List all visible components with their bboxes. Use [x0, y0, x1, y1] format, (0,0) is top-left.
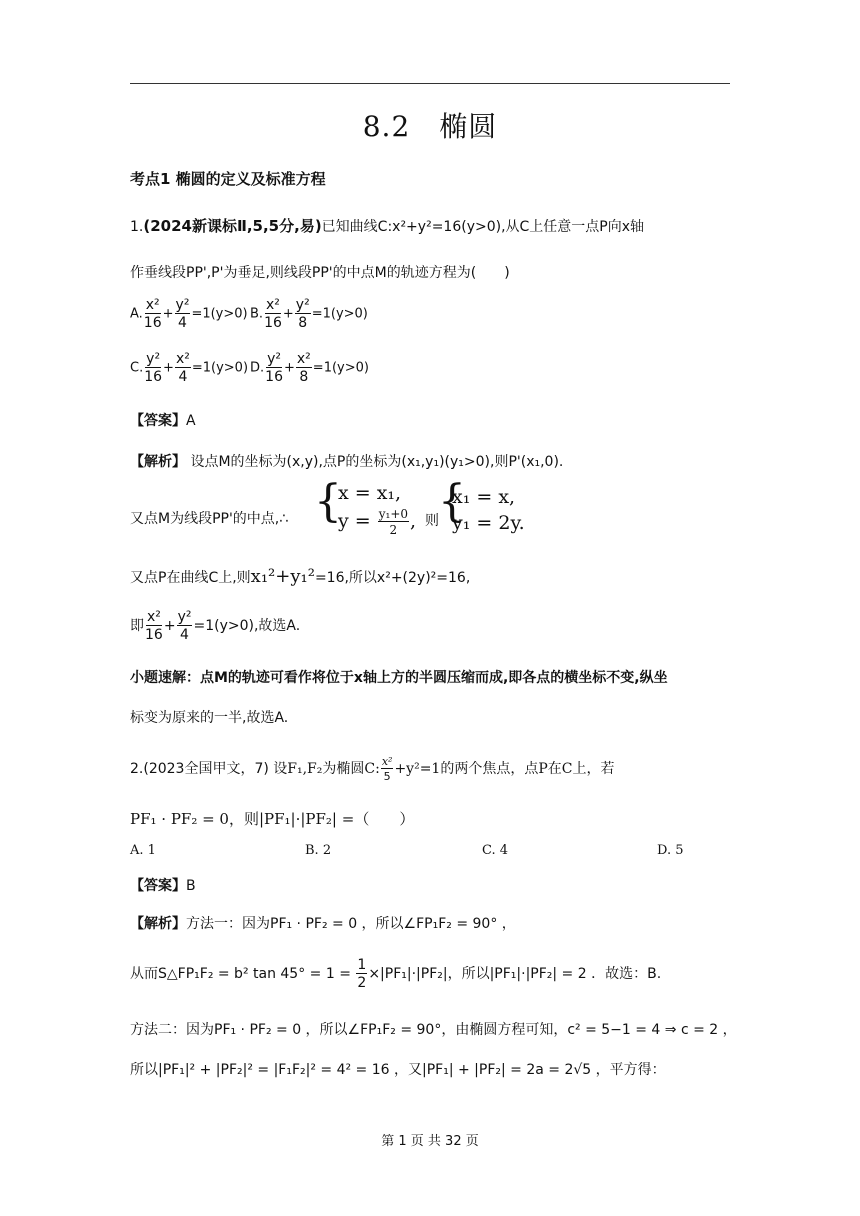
frac-den: 2: [357, 975, 367, 991]
analysis-text: 从而S△FP₁F₂ = b² tan 45° = 1 =: [130, 966, 356, 982]
frac-den: 8: [298, 315, 308, 331]
frac-den: 4: [178, 369, 188, 385]
fraction: [145, 610, 163, 642]
frac-num: x²: [266, 297, 280, 313]
sys2-eq2: y₁ = 2y.: [452, 512, 525, 534]
q2-source: (2023全国甲文，7): [143, 761, 269, 777]
option-tail: =1(y>0): [191, 360, 249, 376]
frac-num: y²: [295, 297, 310, 313]
analysis-text: =16,所以x²+(2y)²=16,: [314, 570, 471, 586]
fraction: [177, 610, 193, 642]
then-word: 则: [425, 513, 439, 529]
fraction: [144, 352, 162, 384]
q1-source: (2024新课标Ⅱ,5,5分,易): [143, 217, 322, 235]
math-expression: x₁²+y₁²: [250, 566, 315, 587]
fraction: [295, 298, 311, 330]
q1-analysis-prefix: 又点M为线段PP'的中点,∴: [130, 511, 289, 527]
q1-quick-line1: 小题速解：点M的轨迹可看作将位于x轴上方的半圆压缩而成,即各点的横坐标不变,纵坐: [130, 670, 668, 686]
page-title: 8.2 椭圆: [362, 110, 498, 143]
analysis-text: 即: [130, 618, 144, 634]
frac-den: 16: [265, 369, 283, 385]
option-label: C.: [130, 360, 144, 376]
frac-num: y²: [267, 351, 282, 367]
q2-analysis-line1: [130, 913, 516, 933]
q2-analysis-line4: 所以|PF₁|² + |PF₂|² = |F₁F₂|² = 4² = 16 ，又|PF₁| + |PF₂| = 2a = 2√5 ，平方得：: [130, 1062, 666, 1078]
frac-num: 1: [357, 957, 367, 973]
frac-den: 4: [178, 315, 187, 331]
frac-num: y²: [177, 609, 192, 625]
fraction: [265, 352, 283, 384]
q2-analysis-line3: 方法二：因为PF₁ · PF₂ = 0 ，所以∠FP₁F₂ = 90°，由椭圆方程可知，c² = 5−1 = 4 ⇒ c = 2 ，: [130, 1022, 737, 1038]
fraction: [264, 298, 282, 330]
q2-option-c[interactable]: C. 4: [482, 843, 509, 858]
fraction: [378, 508, 409, 536]
page-footer: 第 1 页 共 32 页: [381, 1134, 479, 1149]
sys1-eq2-pre: y =: [338, 510, 377, 532]
fraction: [356, 958, 367, 990]
sys2-eq1: x₁ = x,: [452, 486, 516, 508]
q2-option-a[interactable]: A. 1: [130, 843, 156, 858]
answer-label: 【答案】: [130, 413, 186, 429]
frac-den: 16: [143, 315, 162, 331]
analysis-text: ×|PF₁|·|PF₂|，所以|PF₁|·|PF₂| = 2 ．故选：B.: [368, 966, 662, 982]
q2-analysis-line2: [130, 958, 661, 990]
q1-option-b[interactable]: B. $\frac{\text{x²}}{16}$ + $\frac{\text{y²}}{8}$ =1(y>0): [250, 297, 368, 331]
option-label: B.: [250, 306, 264, 322]
frac-num: y²: [146, 351, 161, 367]
analysis-text: =1(y>0),故选A.: [193, 618, 301, 634]
fraction: [175, 352, 191, 384]
sys1-eq2: [338, 508, 416, 536]
fraction: [296, 352, 312, 384]
analysis-text: 设点M的坐标为(x,y),点P的坐标为(x₁,y₁)(y₁>0),则P'(x₁,0).: [186, 454, 564, 470]
brace-2: {: [438, 476, 466, 527]
frac-den: 2: [389, 523, 398, 537]
frac-num: y²: [175, 297, 190, 313]
q2-stem-pre: 设F₁,F₂为椭圆C:: [273, 761, 380, 777]
frac-num: x²: [145, 297, 160, 313]
fraction: [381, 756, 394, 782]
header-rule: [130, 83, 730, 84]
q2-option-b[interactable]: B. 2: [305, 843, 332, 858]
q2-condition: PF₁ · PF₂ = 0，则|PF₁|·|PF₂| =（ ）: [130, 810, 415, 828]
q2-answer: [130, 875, 196, 895]
option-label: D.: [250, 360, 265, 376]
frac-den: 4: [180, 627, 189, 643]
q2-option-d[interactable]: D. 5: [657, 843, 684, 858]
q1-quick-line2: 标变为原来的一半,故选A.: [130, 710, 289, 726]
q1-stem-a: 已知曲线C:x²+y²=16(y>0),从C上任意一点P向x轴: [321, 219, 645, 235]
frac-den: 16: [264, 315, 282, 331]
q1-analysis-line4: 即 $\frac{\text{x²}}{16}$ + $\frac{\text{y²}}{4}$ =1(y>0),故选A.: [130, 609, 301, 643]
frac-num: x²: [296, 351, 311, 367]
frac-den: 5: [383, 770, 391, 783]
frac-num: y₁+0: [378, 507, 409, 521]
q1-stem-line2: 作垂线段PP',P'为垂足,则线段PP'的中点M的轨迹方程为( ): [130, 265, 510, 281]
answer-value: A: [186, 413, 196, 429]
q1-stem-line1: [130, 215, 644, 236]
frac-den: 8: [299, 369, 309, 385]
frac-num: x²: [146, 609, 161, 625]
analysis-label: 【解析】: [130, 916, 186, 932]
analysis-text: 方法一：因为PF₁ · PF₂ = 0 ，所以∠FP₁F₂ = 90° ，: [186, 916, 516, 932]
q1-number: 1.: [130, 219, 144, 235]
brace-1: {: [314, 476, 342, 527]
sys1-eq1: x = x₁,: [338, 482, 402, 504]
q1-answer: [130, 410, 196, 430]
q1-analysis-line3: [130, 566, 470, 587]
answer-value: B: [186, 878, 196, 894]
frac-num: x²: [175, 351, 190, 367]
analysis-label: 【解析】: [130, 454, 186, 470]
option-tail: =1(y>0): [311, 306, 368, 322]
section-heading: 考点1 椭圆的定义及标准方程: [130, 170, 326, 188]
q2-number: 2.: [130, 761, 144, 777]
option-label: A.: [130, 306, 143, 322]
q2-stem-line1: [130, 756, 614, 782]
q2-stem-post: +y²=1的两个焦点，点P在C上，若: [394, 761, 615, 777]
q1-option-d[interactable]: D. $\frac{\text{y²}}{16}$ + $\frac{\text{x²}}{8}$ =1(y>0): [250, 351, 369, 385]
fraction: [144, 298, 162, 330]
frac-den: 16: [145, 627, 163, 643]
answer-label: 【答案】: [130, 878, 186, 894]
sys1-eq2-post: ,: [410, 510, 417, 532]
fraction: [175, 298, 191, 330]
frac-num: x²: [381, 755, 393, 768]
option-tail: =1(y>0): [312, 360, 369, 376]
option-tail: =1(y>0): [191, 306, 248, 322]
frac-den: 16: [144, 369, 163, 385]
analysis-text: 又点P在曲线C上,则: [130, 570, 251, 586]
q1-option-c[interactable]: C. $\frac{\text{y²}}{16}$ + $\frac{\text{x²}}{4}$ =1(y>0): [130, 351, 249, 385]
q1-analysis-line1: [130, 451, 563, 471]
q1-option-a[interactable]: A. $\frac{\text{x²}}{16}$ + $\frac{\text{y²}}{4}$ =1(y>0): [130, 297, 248, 331]
